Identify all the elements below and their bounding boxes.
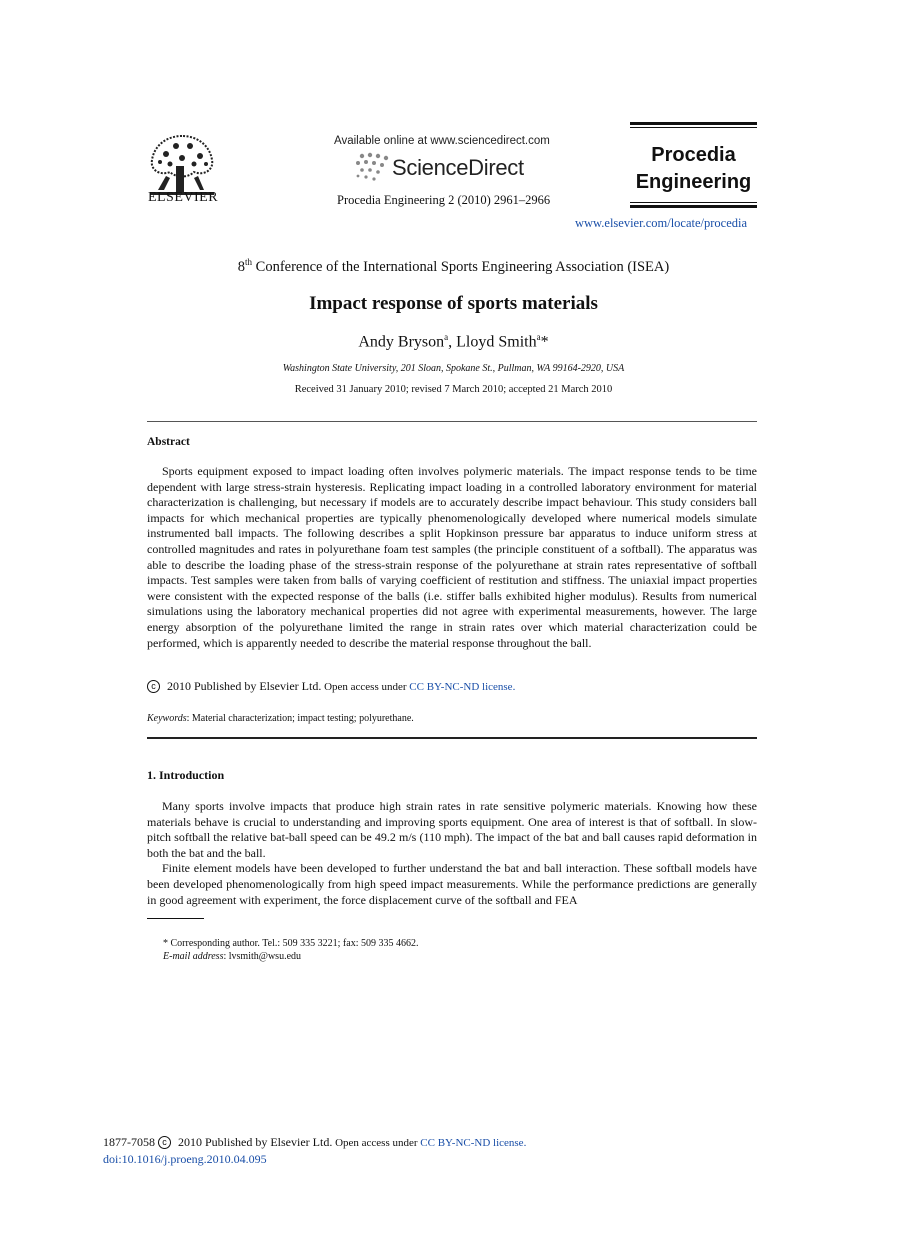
journal-url-link[interactable]: www.elsevier.com/locate/procedia bbox=[575, 216, 748, 230]
author-2: Lloyd Smith bbox=[456, 333, 537, 351]
journal-reference: Procedia Engineering 2 (2010) 2961–2966 bbox=[337, 193, 551, 207]
conference-ordinal: th bbox=[245, 257, 253, 267]
available-online-text: Available online at www.sciencedirect.com bbox=[334, 135, 550, 147]
journal-name-line1: Procedia bbox=[651, 144, 736, 166]
doi-link[interactable]: doi:10.1016/j.proeng.2010.04.095 bbox=[103, 1152, 267, 1166]
copyright-text: 2010 Published by Elsevier Ltd. bbox=[164, 679, 322, 693]
author-separator: , bbox=[448, 333, 457, 351]
paper-title: Impact response of sports materials bbox=[309, 293, 598, 314]
footer-license-link[interactable]: CC BY-NC-ND license. bbox=[420, 1137, 527, 1149]
abstract-body: Sports equipment exposed to impact loading often involves polymeric materials. The impact response tends to be time dependent with large stress-strain hysteresis. Replicating impact loading in a controlled laboratory environment for material characterization is challenging, but necessary if models are to accurately describe impact behaviour. This study considers ball impacts for which mechanical properties are typically phenomenologically developed where numerical models simulate instrumented ball impacts. The following describes a split Hopkinson pressure bar apparatus to induce uniform stress at controlled magnitudes and rates in polyurethane foam test samples (the principle constituent of a softball). The apparatus was able to describe the loading phase of the stress-strain response of the polyurethane at strain rates representative of softball impacts. Test samples were taken from balls of varying coefficient of restitution and stiffness. The uniaxial impact properties were consistent with the expected response of the balls (i.e. stiffer balls exhibited higher modulus). Results from numerical simulations using the laboratory mechanical properties did not agree with experimental measurements, however. The large energy absorption of the polyurethane limited the range in strain rates over which material characterization could be performed, which is apparently needed to describe the material response throughout the ball. bbox=[147, 464, 757, 650]
email-address: : lvsmith@wsu.edu bbox=[223, 951, 302, 962]
author-1-affil-mark: a bbox=[444, 332, 449, 342]
journal-logo-box bbox=[630, 122, 757, 208]
intro-paragraph-2: Finite element models have been developed to further understand the bat and ball interaction. These softball models have been developed phenomenologically from high speed impact measurements. While the performance predictions are generally in good agreement with experiment, the force displacement curve of the softball and FEA bbox=[147, 861, 757, 907]
journal-logo-rule-top bbox=[630, 122, 757, 125]
journal-logo-rule-bottom-thick bbox=[630, 205, 757, 208]
author-1: Andy Bryson bbox=[358, 333, 445, 351]
sciencedirect-dots-logo-icon bbox=[352, 152, 392, 184]
received-dates: Received 31 January 2010; revised 7 March 2010; accepted 21 March 2010 bbox=[294, 384, 613, 395]
author-2-affil-mark: a bbox=[536, 332, 541, 342]
copyright-circle-icon: c bbox=[158, 1136, 171, 1149]
footnote-rule bbox=[147, 918, 204, 919]
publisher-name: ELSEVIER bbox=[147, 190, 219, 205]
divider-bottom bbox=[147, 737, 757, 739]
keywords-line bbox=[147, 713, 414, 724]
divider-top bbox=[147, 421, 757, 422]
footnote-corresponding: * Corresponding author. Tel.: 509 335 3221; fax: 509 335 4662. bbox=[163, 938, 419, 949]
journal-name bbox=[630, 142, 757, 196]
copyright-circle-icon: c bbox=[147, 680, 160, 693]
corresponding-star: * bbox=[540, 333, 549, 351]
open-access-text: Open access under bbox=[321, 681, 410, 693]
footnote-email bbox=[163, 951, 301, 962]
conference-number: 8 bbox=[237, 258, 246, 275]
introduction-body bbox=[147, 799, 757, 908]
authors-line bbox=[0, 332, 907, 351]
issn: 1877-7058 bbox=[103, 1135, 155, 1149]
license-link[interactable]: CC BY-NC-ND license. bbox=[409, 681, 516, 693]
journal-logo-rule-bottom bbox=[630, 202, 757, 203]
footer-copyright-text: 2010 Published by Elsevier Ltd. bbox=[175, 1135, 333, 1149]
footer-open-access-text: Open access under bbox=[332, 1137, 421, 1149]
abstract-heading: Abstract bbox=[147, 436, 190, 448]
conference-line bbox=[0, 257, 907, 276]
journal-logo-rule-top-thin bbox=[630, 127, 757, 128]
sciencedirect-wordmark: ScienceDirect bbox=[392, 155, 524, 180]
footer-copyright-line bbox=[103, 1135, 526, 1150]
conference-name: Conference of the International Sports Engineering Association (ISEA) bbox=[252, 258, 670, 275]
affiliation: Washington State University, 201 Sloan, Spokane St., Pullman, WA 99164-2920, USA bbox=[282, 363, 625, 374]
keywords-label: Keywords bbox=[147, 713, 187, 724]
email-label: E-mail address bbox=[163, 951, 224, 962]
journal-name-line2: Engineering bbox=[635, 171, 752, 193]
intro-paragraph-1: Many sports involve impacts that produce high strain rates in rate sensitive polymeric materials. Knowing how these materials behave is crucial to understanding and improving sports equipment. One area of interest is that of softball. In slow-pitch softball the relative bat-ball speed can be 49.2 m/s (110 mph). The impact of the bat and ball causes rapid deformation in both the bat and the ball. bbox=[147, 799, 757, 860]
abstract-license-line bbox=[147, 679, 515, 694]
keywords-list: : Material characterization; impact testing; polyurethane. bbox=[186, 713, 414, 724]
section-heading-introduction: 1. Introduction bbox=[147, 768, 225, 782]
